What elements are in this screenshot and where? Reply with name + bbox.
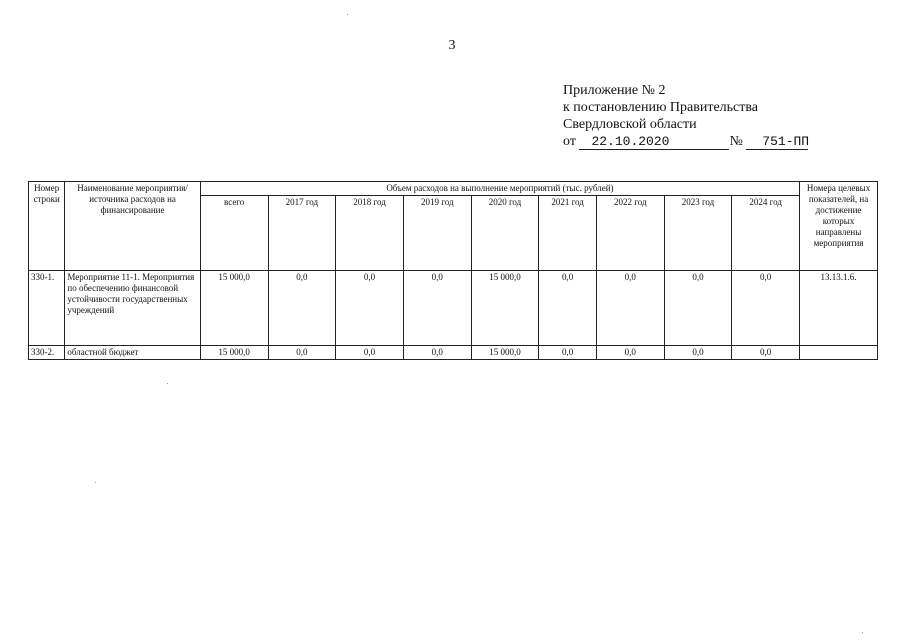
appendix-date-line [563, 133, 863, 150]
scan-speck [862, 632, 863, 633]
year-value-cell: 0,0 [268, 346, 336, 360]
year-value-cell: 0,0 [596, 346, 664, 360]
year-value-cell: 15 000,0 [471, 271, 539, 346]
year-value-cell: 0,0 [403, 346, 471, 360]
year-value-cell: 0,0 [539, 271, 597, 346]
year-value-cell: 0,0 [403, 271, 471, 346]
year-value-cell: 0,0 [539, 346, 597, 360]
row-number-cell: 330-1. [29, 271, 65, 346]
header-year: 2024 год [732, 196, 800, 271]
year-value-cell: 0,0 [336, 346, 404, 360]
scan-speck [95, 482, 96, 483]
indicators-cell [800, 346, 878, 360]
header-year: 2023 год [664, 196, 732, 271]
header-indicators: Номера целевых показателей, на достижение которых направлены мероприятия [800, 182, 878, 271]
date-prefix: от [563, 134, 576, 149]
appendix-region-line: Свердловской области [563, 117, 697, 132]
header-row-number: Номер строки [29, 182, 65, 271]
row-name-cell: областной бюджет [65, 346, 200, 360]
header-year: 2021 год [539, 196, 597, 271]
year-value-cell: 0,0 [596, 271, 664, 346]
number-prefix: № [729, 134, 743, 149]
appendix-block [563, 82, 863, 150]
header-year: 2022 год [596, 196, 664, 271]
header-year: 2017 год [268, 196, 336, 271]
total-cell: 15 000,0 [200, 346, 268, 360]
scan-speck [347, 14, 348, 15]
year-value-cell: 0,0 [336, 271, 404, 346]
table-header-row [29, 182, 878, 196]
total-cell: 15 000,0 [200, 271, 268, 346]
resolution-date: 22.10.2020 [579, 135, 729, 150]
table-row [29, 346, 878, 360]
table-row [29, 271, 878, 346]
year-value-cell: 0,0 [664, 346, 732, 360]
appendix-title: Приложение № 2 [563, 83, 666, 98]
year-value-cell: 0,0 [664, 271, 732, 346]
indicators-cell: 13.13.1.6. [800, 271, 878, 346]
scan-speck [167, 383, 168, 384]
year-value-cell: 15 000,0 [471, 346, 539, 360]
header-total: всего [200, 196, 268, 271]
resolution-number: 751-ПП [746, 135, 808, 150]
year-value-cell: 0,0 [732, 271, 800, 346]
row-number-cell: 330-2. [29, 346, 65, 360]
year-value-cell: 0,0 [268, 271, 336, 346]
header-volume-group: Объем расходов на выполнение мероприятий (тыс. рублей) [200, 182, 799, 196]
expenses-table [28, 181, 878, 360]
appendix-resolution-line: к постановлению Правительства [563, 100, 759, 115]
page-number: 3 [448, 38, 456, 53]
header-name: Наименование мероприятия/ источника расходов на финансирование [65, 182, 200, 271]
year-value-cell: 0,0 [732, 346, 800, 360]
header-year: 2018 год [336, 196, 404, 271]
header-year: 2020 год [471, 196, 539, 271]
header-year: 2019 год [403, 196, 471, 271]
row-name-cell: Мероприятие 11-1. Мероприятия по обеспечению финансовой устойчивости государственных учреждений [65, 271, 200, 346]
